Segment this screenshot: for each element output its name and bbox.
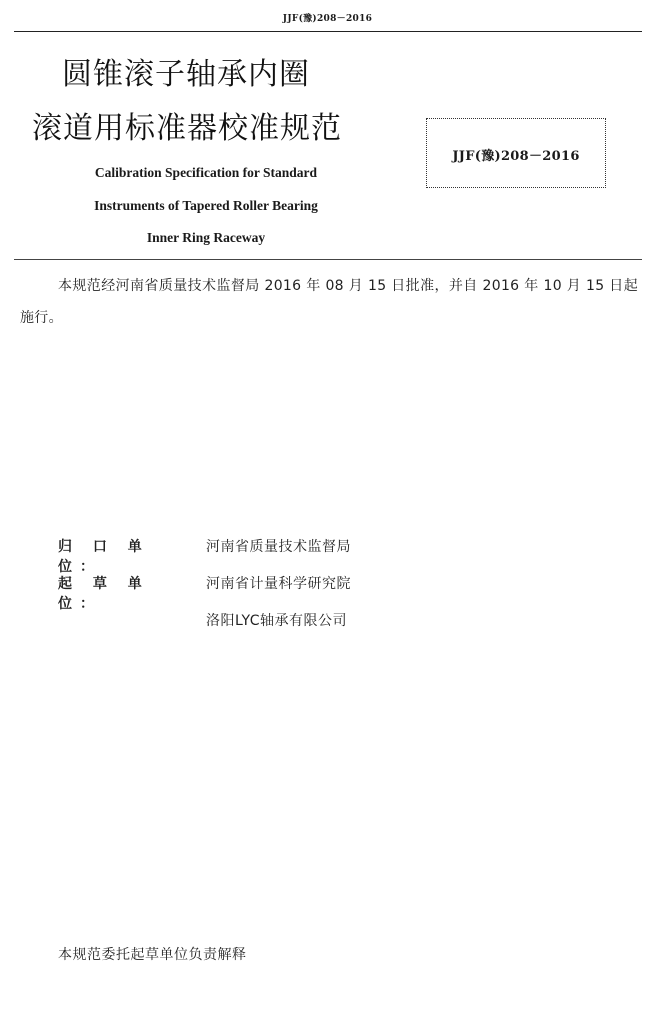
interpretation-note: 本规范委托起草单位负责解释 bbox=[58, 947, 247, 963]
org-value: 河南省计量科学研究院 bbox=[206, 576, 351, 592]
org-value: 洛阳LYC轴承有限公司 bbox=[206, 613, 348, 629]
approval-statement: 本规范经河南省质量技术监督局 2016 年 08 月 15 日批准，并自 2016 年 10 月 15 日起施行。 bbox=[20, 278, 638, 326]
title-en-line1: Calibration Specification for Standard bbox=[94, 165, 318, 180]
title-en-line3: Inner Ring Raceway bbox=[146, 230, 266, 245]
org-value: 河南省质量技术监督局 bbox=[206, 539, 351, 555]
header-rule bbox=[14, 31, 642, 32]
title-zh-line1: 圆锥滚子轴承内圈 bbox=[62, 57, 310, 92]
org-label: 归 口 单 位： bbox=[58, 539, 150, 575]
section-rule bbox=[14, 259, 642, 260]
spec-code-text: JJF(豫)208－2016 bbox=[452, 149, 580, 164]
spec-code-box bbox=[426, 118, 606, 188]
title-en-line2: Instruments of Tapered Roller Bearing bbox=[94, 198, 318, 213]
header-code: JJF(豫)208－2016 bbox=[282, 14, 373, 24]
title-zh-line2: 滚道用标准器校准规范 bbox=[32, 111, 342, 146]
org-label: 起 草 单 位： bbox=[58, 576, 150, 612]
